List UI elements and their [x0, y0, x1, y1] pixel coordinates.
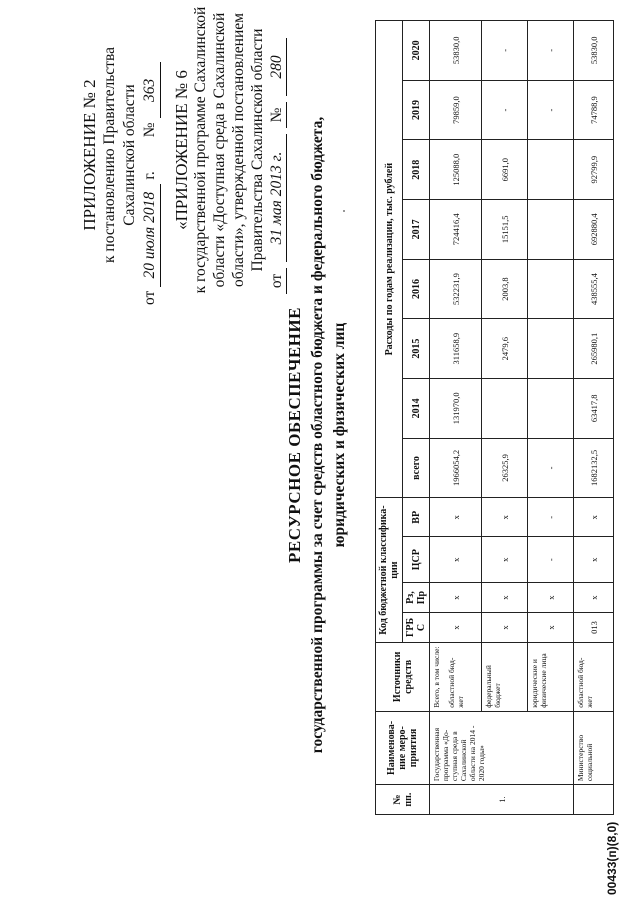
- cell-rz: х: [430, 583, 482, 613]
- cell-value: 15151,5: [482, 200, 528, 260]
- appendix-6-line: области», утвержденной постановлением: [230, 13, 247, 287]
- cell-rz: х: [574, 583, 614, 613]
- col-year: 2019: [403, 80, 430, 140]
- cell-value: 438555,4: [574, 259, 614, 319]
- date: 31 мая 2013 г.: [267, 134, 287, 262]
- cell-value: -: [528, 80, 574, 140]
- cell-value: -: [482, 21, 528, 81]
- cell-value: 532231,9: [430, 259, 482, 319]
- table-row: [430, 21, 482, 815]
- cell-value: -: [482, 80, 528, 140]
- cell-vr: х: [574, 498, 614, 537]
- col-year: 2017: [403, 200, 430, 260]
- row-sub-label: Министерство социальной: [574, 711, 614, 784]
- col-csr: ЦСР: [403, 537, 430, 583]
- cell-csr: х: [430, 537, 482, 583]
- col-year: 2020: [403, 21, 430, 81]
- cell-value: 92799,9: [574, 140, 614, 200]
- heading-title: РЕСУРСНОЕ ОБЕСПЕЧЕНИЕ: [285, 307, 304, 563]
- row-sub-label: Всего, в том числе: областной бюд- жет: [430, 642, 482, 711]
- heading: [285, 25, 349, 845]
- cell-value: [528, 140, 574, 200]
- header-row-1: [376, 21, 403, 815]
- appendix-2-line2: Сахалинской области: [121, 84, 138, 226]
- cell-value: [528, 259, 574, 319]
- cell-total: -: [528, 438, 574, 498]
- doc-number: 363: [140, 62, 161, 118]
- cell-value: 265980,1: [574, 319, 614, 379]
- col-year: 2015: [403, 319, 430, 379]
- cell-value: 692880,4: [574, 200, 614, 260]
- appendix-6-date-line: [267, 0, 287, 300]
- cell-vr: -: [528, 498, 574, 537]
- year-suffix: г.: [141, 171, 158, 180]
- resource-table: [375, 20, 614, 815]
- cell-value: 53830,0: [574, 21, 614, 81]
- table-row: [482, 21, 528, 815]
- cell-value: [528, 200, 574, 260]
- col-year: 2018: [403, 140, 430, 200]
- cell-value: 63417,8: [574, 378, 614, 438]
- cell-rz: х: [528, 583, 574, 613]
- cell-value: 6691,0: [482, 140, 528, 200]
- appendix-6-line: области «Доступная среда в Сахалинской: [211, 12, 228, 288]
- row-source: юридические и физические лица: [528, 642, 574, 711]
- heading-subtitle-2: юридических и физических лиц: [331, 322, 348, 548]
- table-row: [574, 21, 614, 815]
- cell-value: 2479,6: [482, 319, 528, 379]
- cell-value: 79859,0: [430, 80, 482, 140]
- appendix-6-line: к государственной программе Сахалинской: [192, 6, 209, 294]
- col-source-header: Источники средств: [376, 642, 430, 711]
- cell-total: 26325,9: [482, 438, 528, 498]
- col-year: 2016: [403, 259, 430, 319]
- cell-csr: -: [528, 537, 574, 583]
- row-source: областной бюд- жет: [574, 642, 614, 711]
- doc-number: 280: [267, 38, 287, 96]
- col-expenses-header: Расходы по годам реализации, тыс. рублей: [376, 21, 403, 498]
- cell-value: [528, 319, 574, 379]
- row-name: Государственная программа «До- ступная среда в Сахалинской области на 2014 - 2020 годы»: [430, 711, 574, 784]
- heading-subtitle-1: государственной программы за счет средств областного бюджета и федерального бюджета,: [309, 116, 326, 754]
- table-row: [528, 21, 574, 815]
- cell-total: 1682132,5: [574, 438, 614, 498]
- row-source: областной бюд- жет: [447, 657, 465, 708]
- col-year: 2014: [403, 378, 430, 438]
- cell-grbs: х: [430, 613, 482, 643]
- cell-csr: х: [574, 537, 614, 583]
- col-rz: Рз, Пр: [403, 583, 430, 613]
- row-num: 1.: [430, 785, 574, 815]
- date-day: 20 июля 2018: [140, 184, 161, 287]
- appendix-6-block: [172, 0, 287, 300]
- cell-value: 74788,9: [574, 80, 614, 140]
- cell-value: 131970,0: [430, 378, 482, 438]
- cell-value: 125088,0: [430, 140, 482, 200]
- appendix-2-line1: к постановлению Правительства: [101, 47, 118, 263]
- appendix-2-block: [80, 5, 161, 305]
- cell-grbs: 013: [574, 613, 614, 643]
- cell-value: [482, 378, 528, 438]
- col-num-header: № пп.: [376, 785, 430, 815]
- from-label: от: [267, 268, 287, 294]
- col-total: всего: [403, 438, 430, 498]
- document-stamp: 00433(п)(8,0): [605, 821, 619, 895]
- cell-grbs: х: [528, 613, 574, 643]
- appendix-2-date-line: [140, 5, 161, 305]
- from-label: от: [141, 290, 158, 305]
- number-label: №: [141, 122, 158, 138]
- row-num: [574, 785, 614, 815]
- cell-rz: х: [482, 583, 528, 613]
- cell-value: 311658,9: [430, 319, 482, 379]
- col-grbs: ГРБ С: [403, 613, 430, 643]
- appendix-6-title: «ПРИЛОЖЕНИЕ № 6: [172, 70, 191, 230]
- cell-value: 724416,4: [430, 200, 482, 260]
- cell-vr: х: [430, 498, 482, 537]
- cell-value: -: [528, 21, 574, 81]
- col-vr: ВР: [403, 498, 430, 537]
- cell-vr: х: [482, 498, 528, 537]
- cell-value: 2003,8: [482, 259, 528, 319]
- cell-grbs: х: [482, 613, 528, 643]
- col-code-header: Код бюджетной классифика- ции: [376, 498, 403, 643]
- cell-total: 1966054,2: [430, 438, 482, 498]
- appendix-6-line: Правительства Сахалинской области: [249, 28, 266, 272]
- appendix-2-title: ПРИЛОЖЕНИЕ № 2: [80, 79, 99, 231]
- row-source: федеральный бюджет: [482, 642, 528, 711]
- cell-value: 53830,0: [430, 21, 482, 81]
- number-label: №: [267, 102, 287, 128]
- cell-csr: х: [482, 537, 528, 583]
- cell-value: [528, 378, 574, 438]
- col-name-header: Наименова- ние меро- приятия: [376, 711, 430, 784]
